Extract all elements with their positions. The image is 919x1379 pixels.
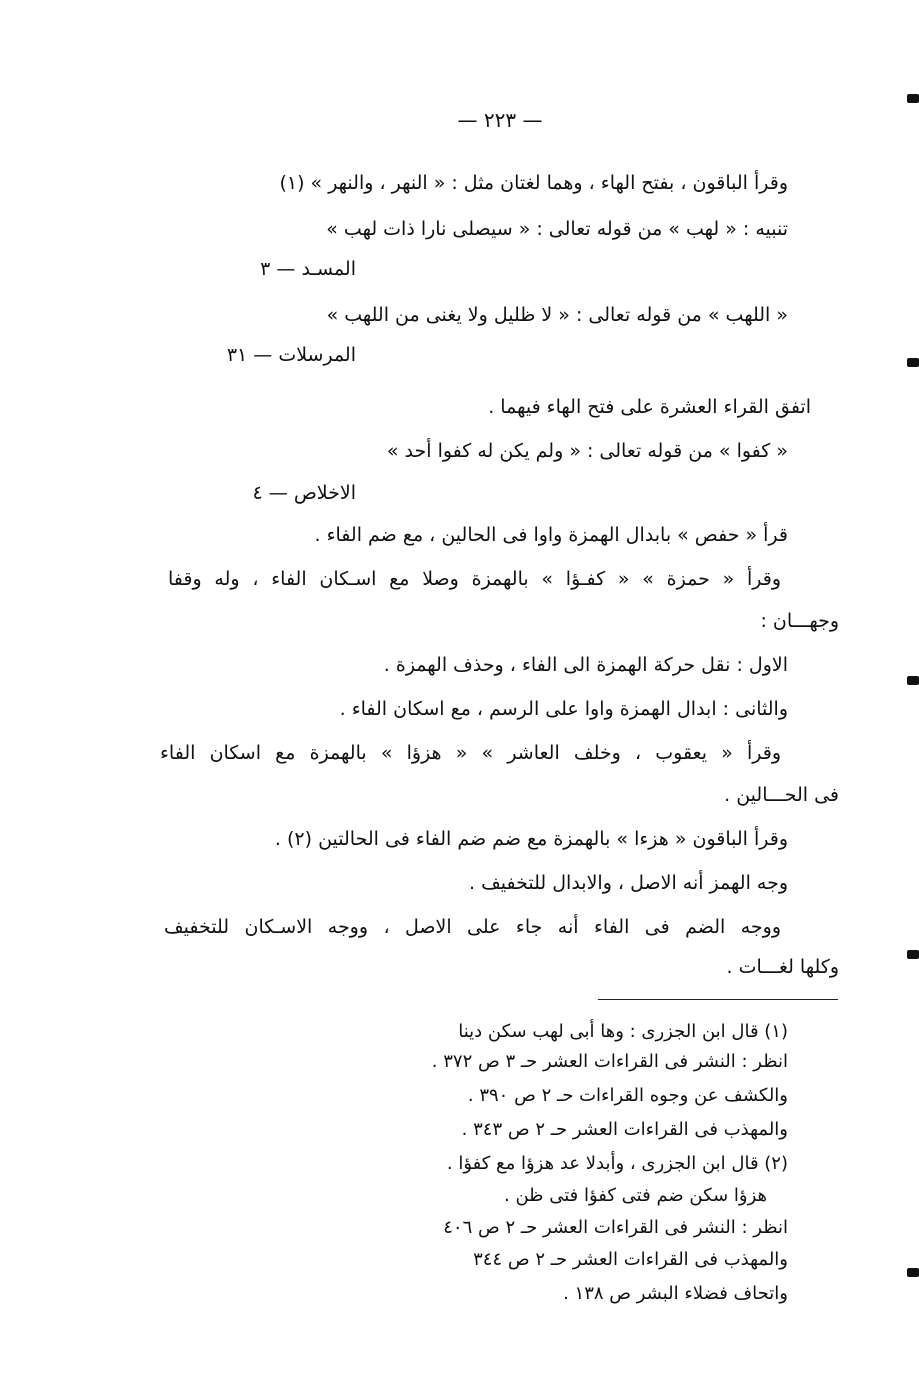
text-line: وكلها لغـــات . <box>726 956 839 978</box>
footnote-line: واتحاف فضلاء البشر ص ١٣٨ . <box>563 1283 788 1304</box>
text-line: وقرأ الباقون « هزءا » بالهمزة مع ضم ضم الفاء فى الحالتين (٢) . <box>274 828 788 850</box>
verse-reference: المرسلات — ٣١ <box>226 344 356 366</box>
text-line: « كفوا » من قوله تعالى : « ولم يكن له كفوا أحد » <box>386 440 788 462</box>
scan-edge-mark <box>907 358 919 367</box>
verse-reference: الاخلاص — ٤ <box>252 482 356 504</box>
footnote-line: (٢) قال ابن الجزرى ، وأبدلا عد هزؤا مع كفؤا . <box>446 1153 788 1174</box>
scan-edge-mark <box>907 676 919 685</box>
footnote-line: انظر : النشر فى القراءات العشر حـ ٢ ص ٤٠٦ <box>443 1217 788 1238</box>
text-line: « اللهب » من قوله تعالى : « لا ظليل ولا يغنى من اللهب » <box>326 304 788 326</box>
text-line: وقرأ « يعقوب ، وخلف العاشر » « هزؤا » بالهمزة مع اسكان الفاء <box>160 742 781 764</box>
text-line: فى الحـــالين . <box>724 784 839 806</box>
footnote-line: والكشف عن وجوه القراءات حـ ٢ ص ٣٩٠ . <box>467 1085 788 1106</box>
scan-edge-mark <box>907 950 919 959</box>
text-line: الاول : نقل حركة الهمزة الى الفاء ، وحذف الهمزة . <box>383 654 788 676</box>
footnote-line: والمهذب فى القراءات العشر حـ ٢ ص ٣٤٣ . <box>461 1119 788 1140</box>
text-line: ووجه الضم فى الفاء أنه جاء على الاصل ، ووجه الاسـكان للتخفيف <box>164 916 781 938</box>
scan-edge-mark <box>907 1268 919 1277</box>
page-number: — ٢٢٣ — <box>457 108 543 132</box>
footnote-line: والمهذب فى القراءات العشر حـ ٢ ص ٣٤٤ <box>473 1249 788 1270</box>
text-line: والثانى : ابدال الهمزة واوا على الرسم ، مع اسكان الفاء . <box>339 698 788 720</box>
footnote-line: (١) قال ابن الجزرى : وها أبى لهب سكن دينا <box>458 1021 788 1042</box>
footnote-separator <box>598 999 838 1000</box>
text-line: وجه الهمز أنه الاصل ، والابدال للتخفيف . <box>469 872 788 894</box>
footnote-line: انظر : النشر فى القراءات العشر حـ ٣ ص ٣٧٢ . <box>431 1051 788 1072</box>
text-line: قرأ « حفص » بابدال الهمزة واوا فى الحالين ، مع ضم الفاء . <box>314 524 788 546</box>
text-line: وقرأ « حمزة » « كفـؤا » بالهمزة وصلا مع اسـكان الفاء ، وله وقفا <box>168 568 781 590</box>
text-line: وقرأ الباقون ، بفتح الهاء ، وهما لغتان مثل : « النهر ، والنهر » (١) <box>279 172 788 194</box>
verse-reference: المسـد — ٣ <box>260 258 356 280</box>
text-line: وجهـــان : <box>760 610 839 632</box>
text-line: اتفق القراء العشرة على فتح الهاء فيهما . <box>488 396 811 418</box>
scan-edge-mark <box>907 94 919 103</box>
text-line: تنبيه : « لهب » من قوله تعالى : « سيصلى نارا ذات لهب » <box>326 218 788 240</box>
footnote-line: هزؤا سكن ضم فتى كفؤا فتى ظن . <box>504 1185 767 1206</box>
